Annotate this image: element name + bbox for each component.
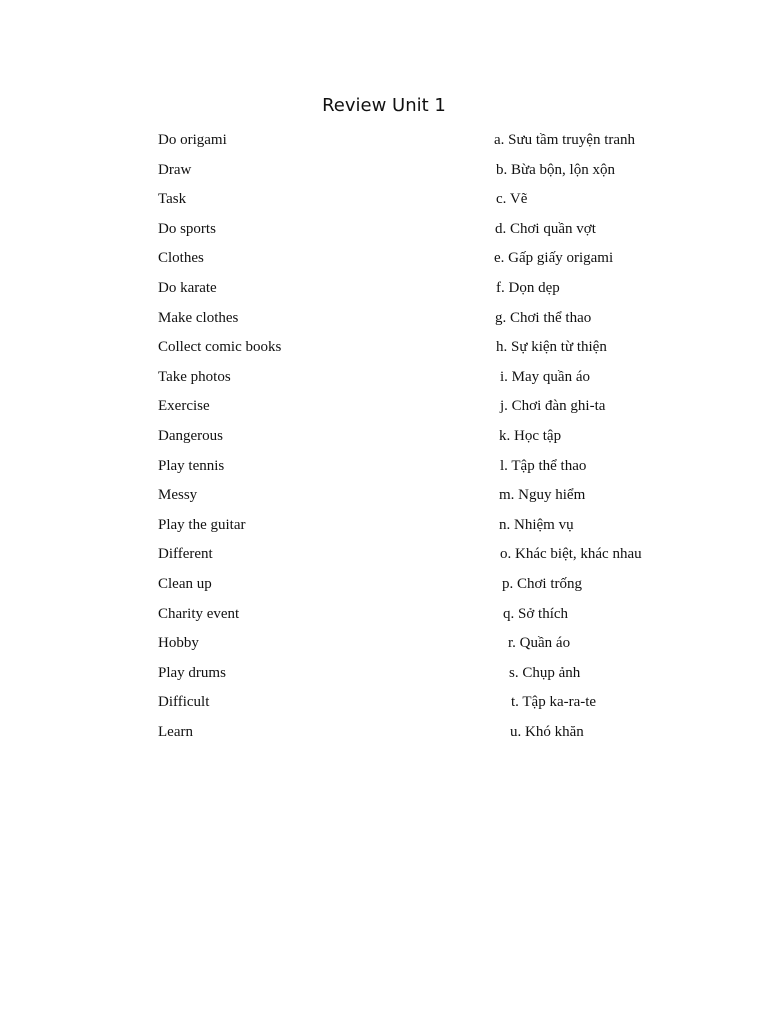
vocab-row	[158, 542, 718, 572]
vocabulary-list	[158, 128, 718, 749]
vocab-meaning: i. May quần áo	[500, 368, 590, 385]
vocab-row	[158, 365, 718, 395]
vocab-row	[158, 306, 718, 336]
vocab-term: Dangerous	[158, 427, 223, 444]
vocab-term: Hobby	[158, 635, 199, 652]
vocab-term: Charity event	[158, 605, 240, 622]
vocab-row	[158, 661, 718, 691]
vocab-term: Do sports	[158, 220, 216, 237]
vocab-row	[158, 335, 718, 365]
vocab-meaning: l. Tập thể thao	[500, 457, 587, 474]
vocab-term: Collect comic books	[158, 339, 282, 356]
vocab-meaning: r. Quần áo	[508, 635, 571, 652]
vocab-row	[158, 454, 718, 484]
vocab-meaning: k. Học tập	[499, 427, 562, 444]
vocab-term: Make clothes	[158, 309, 239, 326]
vocab-meaning: s. Chụp ảnh	[509, 664, 581, 681]
vocab-meaning: t. Tập ka-ra-te	[511, 694, 597, 711]
vocab-meaning: e. Gấp giấy origami	[494, 250, 614, 267]
vocab-term: Task	[158, 191, 187, 208]
vocab-meaning: n. Nhiệm vụ	[499, 516, 574, 533]
vocab-meaning: b. Bừa bộn, lộn xộn	[496, 161, 615, 178]
vocab-term: Take photos	[158, 368, 231, 385]
vocab-meaning: g. Chơi thể thao	[495, 309, 592, 326]
vocab-row	[158, 602, 718, 632]
vocab-meaning: o. Khác biệt, khác nhau	[500, 546, 642, 563]
vocab-meaning: f. Dọn dẹp	[496, 279, 560, 296]
vocab-row	[158, 483, 718, 513]
vocab-meaning: p. Chơi trống	[502, 575, 583, 592]
vocab-row	[158, 720, 718, 750]
vocab-meaning: h. Sự kiện từ thiện	[496, 339, 607, 356]
vocab-row	[158, 187, 718, 217]
vocab-term: Do karate	[158, 279, 217, 296]
vocab-term: Messy	[158, 487, 198, 504]
vocab-row	[158, 217, 718, 247]
page-title: Review Unit 1	[322, 95, 446, 116]
vocab-row	[158, 690, 718, 720]
vocab-meaning: q. Sở thích	[503, 605, 569, 622]
vocab-term: Play the guitar	[158, 516, 246, 533]
vocab-meaning: m. Nguy hiểm	[499, 487, 586, 504]
vocab-meaning: d. Chơi quần vợt	[495, 220, 596, 237]
vocab-row	[158, 424, 718, 454]
vocab-term: Clothes	[158, 250, 204, 267]
vocab-meaning: u. Khó khăn	[510, 723, 584, 740]
vocab-meaning: j. Chơi đàn ghi-ta	[500, 398, 606, 415]
vocab-row	[158, 128, 718, 158]
vocab-term: Do origami	[158, 132, 227, 148]
vocab-term: Learn	[158, 723, 193, 740]
vocab-row	[158, 631, 718, 661]
vocab-row	[158, 394, 718, 424]
vocab-row	[158, 246, 718, 276]
vocab-row	[158, 572, 718, 602]
vocab-meaning: a. Sưu tầm truyện tranh	[494, 132, 636, 148]
vocab-term: Different	[158, 546, 213, 563]
vocab-row	[158, 513, 718, 543]
vocab-term: Draw	[158, 161, 192, 178]
vocab-meaning: c. Vẽ	[496, 191, 528, 208]
vocab-term: Difficult	[158, 694, 210, 711]
vocab-term: Clean up	[158, 575, 212, 592]
vocab-row	[158, 276, 718, 306]
vocab-term: Play tennis	[158, 457, 225, 474]
vocab-term: Play drums	[158, 664, 226, 681]
vocab-term: Exercise	[158, 398, 210, 415]
vocab-row	[158, 158, 718, 188]
